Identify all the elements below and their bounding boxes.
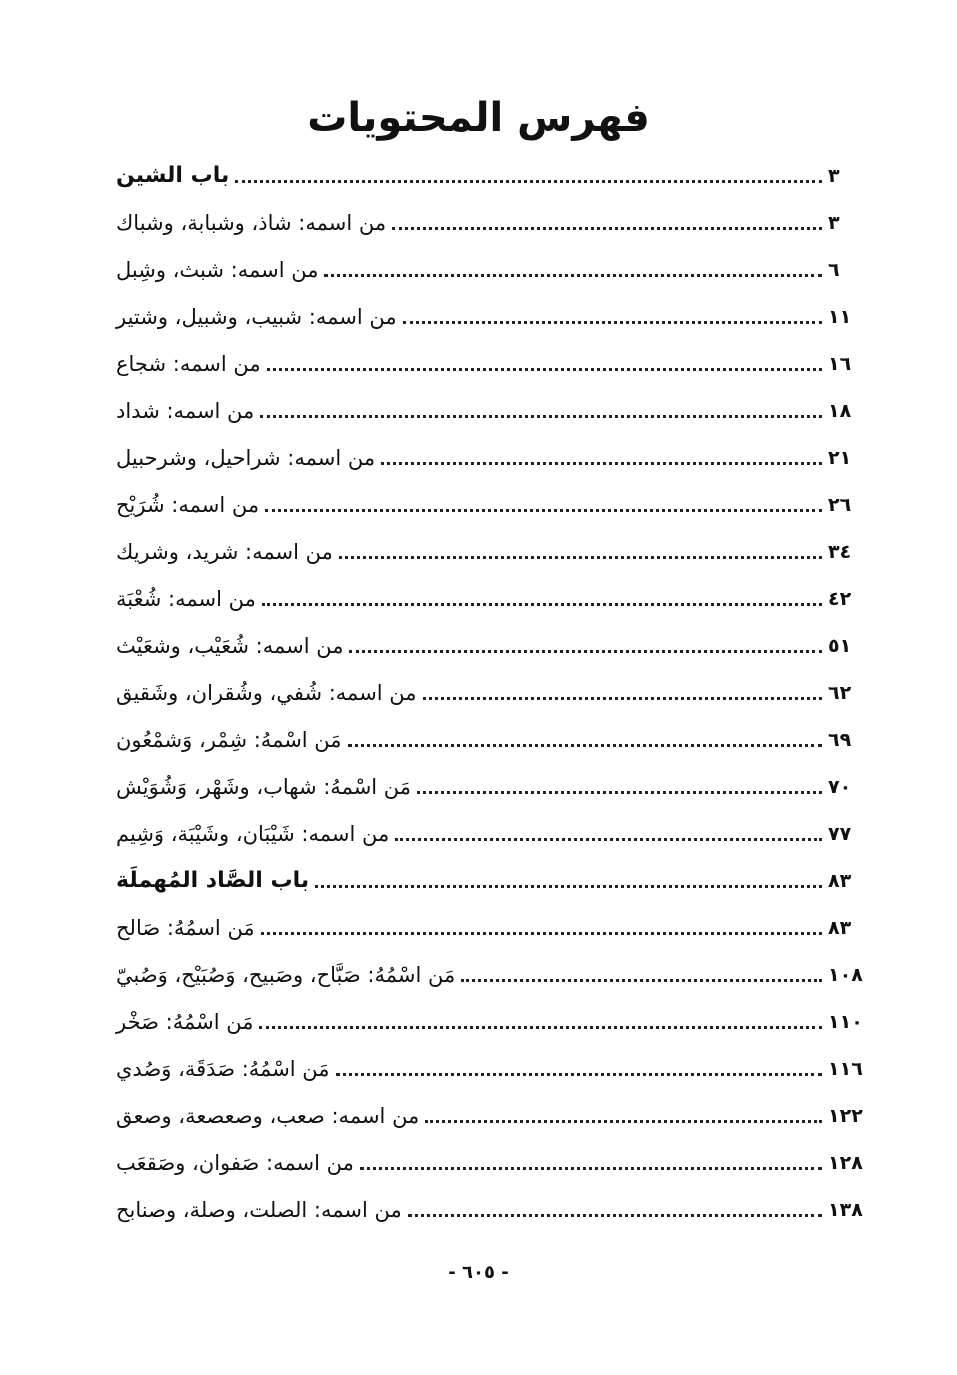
dot-leader bbox=[259, 1026, 822, 1029]
dot-leader bbox=[339, 556, 822, 559]
toc-page-number: ٣٤ bbox=[828, 540, 852, 563]
dot-leader bbox=[265, 509, 822, 512]
dot-leader bbox=[349, 650, 822, 653]
toc-entry-text: مَن اسْمُهُ: صَبَّاح، وصَبيح، وَصُبَيْح، وَصُبيّ bbox=[116, 962, 456, 987]
toc-page-number: ٤٢ bbox=[828, 587, 852, 610]
toc-entry-text: من اسمه: صعب، وصعصعة، وصعق bbox=[116, 1103, 420, 1128]
toc-entry-text: من اسمه: شُعَيْب، وشعَيْث bbox=[116, 633, 344, 658]
toc-page-number: ٨٣ bbox=[828, 869, 852, 892]
toc-entry-row bbox=[112, 528, 880, 575]
toc-entry-row bbox=[112, 293, 880, 340]
dot-leader bbox=[315, 885, 822, 888]
toc-entry-text: مَن اسْمهُ: شِمْر، وَشمْعُون bbox=[116, 727, 342, 752]
toc-page-number: ٢١ bbox=[828, 446, 852, 469]
toc-page-number: ١٢٨ bbox=[828, 1151, 863, 1174]
dot-leader bbox=[235, 180, 822, 183]
toc-entry-text: من اسمه: شُفي، وشُقران، وشَقيق bbox=[116, 680, 417, 705]
dot-leader bbox=[417, 791, 822, 794]
toc-entry-text: من اسمه: شجاع bbox=[116, 351, 261, 376]
dot-leader bbox=[408, 1214, 822, 1217]
toc-entry-text: من اسمه: شريد، وشريك bbox=[116, 539, 333, 564]
toc-page-number: ٦ bbox=[828, 258, 840, 281]
toc-entry-row bbox=[112, 951, 880, 998]
toc-entry-row bbox=[112, 1186, 880, 1233]
dot-leader bbox=[425, 1120, 822, 1123]
dot-leader bbox=[261, 932, 822, 935]
toc-entry-text: من اسمه: شداد bbox=[116, 398, 255, 423]
toc-entry-row bbox=[112, 481, 880, 528]
dot-leader bbox=[395, 838, 822, 841]
toc-section-row bbox=[112, 857, 880, 904]
toc-entry-row bbox=[112, 340, 880, 387]
toc-section-heading: باب الصَّاد المُهملَة bbox=[116, 868, 310, 893]
toc-entry-row bbox=[112, 387, 880, 434]
toc-entry-text: من اسمه: شراحيل، وشرحبيل bbox=[116, 445, 376, 470]
toc-entry-text: مَن اسْمُهُ: صَدَقَة، وَصُدي bbox=[116, 1056, 330, 1081]
toc-page-number: ٣ bbox=[828, 164, 840, 187]
dot-leader bbox=[392, 227, 822, 230]
toc-page-number: ٦٩ bbox=[828, 728, 852, 751]
dot-leader bbox=[403, 321, 822, 324]
toc-page-number: ١١٦ bbox=[828, 1057, 863, 1080]
dot-leader bbox=[267, 368, 822, 371]
dot-leader bbox=[324, 274, 822, 277]
toc-entry-row bbox=[112, 904, 880, 951]
toc-page-number: ١٦ bbox=[828, 352, 852, 375]
table-of-contents bbox=[112, 152, 880, 1233]
dot-leader bbox=[381, 462, 822, 465]
toc-entry-row bbox=[112, 763, 880, 810]
toc-page-number: ١٣٨ bbox=[828, 1198, 863, 1221]
toc-page-number: ١٨ bbox=[828, 399, 852, 422]
toc-entry-text: من اسمه: شَيْبَان، وشَيْبَة، وَشِيم bbox=[116, 821, 390, 846]
toc-entry-text: مَن اسْمُهُ: صَخْر bbox=[116, 1009, 254, 1034]
toc-entry-row bbox=[112, 1045, 880, 1092]
dot-leader bbox=[360, 1167, 822, 1170]
toc-entry-row bbox=[112, 246, 880, 293]
toc-entry-row bbox=[112, 434, 880, 481]
toc-entry-row bbox=[112, 716, 880, 763]
toc-entry-text: من اسمه: شُعْبَة bbox=[116, 586, 256, 611]
toc-entry-text: مَن اسمُهُ: صَالح bbox=[116, 915, 255, 940]
dot-leader bbox=[262, 603, 822, 606]
toc-page-number: ٣ bbox=[828, 211, 840, 234]
toc-entry-row bbox=[112, 1139, 880, 1186]
toc-entry-text: من اسمه: الصلت، وصلة، وصنابح bbox=[116, 1197, 402, 1222]
toc-section-heading: باب الشين bbox=[116, 163, 230, 188]
toc-entry-text: من اسمه: شُرَيْح bbox=[116, 492, 260, 517]
toc-entry-row bbox=[112, 669, 880, 716]
page-number-folio: - ٦٠٥ - bbox=[448, 1262, 509, 1283]
toc-page-number: ١١٠ bbox=[828, 1010, 863, 1033]
toc-page-number: ١٢٢ bbox=[828, 1104, 863, 1127]
dot-leader bbox=[336, 1073, 822, 1076]
toc-page-number: ٢٦ bbox=[828, 493, 852, 516]
toc-page-number: ٦٢ bbox=[828, 681, 852, 704]
toc-entry-text: من اسمه: شاذ، وشبابة، وشباك bbox=[116, 210, 387, 235]
toc-page-number: ٧٠ bbox=[828, 775, 852, 798]
toc-page-number: ٨٣ bbox=[828, 916, 852, 939]
toc-section-row bbox=[112, 152, 880, 199]
dot-leader bbox=[348, 744, 822, 747]
toc-entry-row bbox=[112, 810, 880, 857]
dot-leader bbox=[461, 979, 822, 982]
toc-page-number: ٧٧ bbox=[828, 822, 852, 845]
toc-page-number: ١٠٨ bbox=[828, 963, 863, 986]
toc-entry-row bbox=[112, 199, 880, 246]
page-title: فهرس المحتويات bbox=[307, 95, 650, 141]
toc-entry-text: مَن اسْمهُ: شهاب، وشَهْر، وَشُوَيْش bbox=[116, 774, 412, 799]
toc-entry-row bbox=[112, 998, 880, 1045]
toc-entry-row bbox=[112, 1092, 880, 1139]
toc-entry-text: من اسمه: شبث، وشِبل bbox=[116, 257, 319, 282]
dot-leader bbox=[423, 697, 822, 700]
toc-page-number: ٥١ bbox=[828, 634, 852, 657]
toc-entry-text: من اسمه: شبيب، وشبيل، وشتير bbox=[116, 304, 397, 329]
toc-entry-text: من اسمه: صَفوان، وصَقعَب bbox=[116, 1150, 354, 1175]
toc-page-number: ١١ bbox=[828, 305, 852, 328]
toc-entry-row bbox=[112, 622, 880, 669]
dot-leader bbox=[260, 415, 822, 418]
toc-entry-row bbox=[112, 575, 880, 622]
